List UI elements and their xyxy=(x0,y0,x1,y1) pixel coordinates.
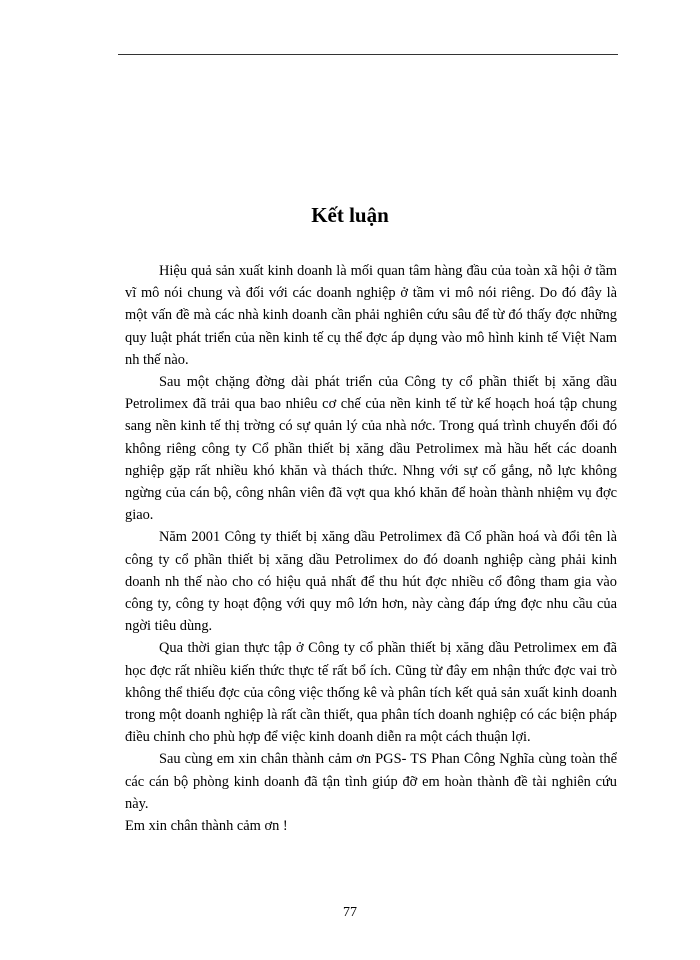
paragraph: Hiệu quả sản xuất kinh doanh là mối quan tâm hàng đầu của toàn xã hội ở tầm vĩ mô nói chung và đối với các doanh nghiệp ở tầm vi mô nói riêng. Do đó đây là một vấn đề mà các nhà kinh doanh cần phải nghiên cứu sâu để từ đó thấy đợc những quy luật phát triển của nền kinh tế cụ thể đợc áp dụng vào mô hình kinh tế Việt Nam nh thế nào. xyxy=(125,263,617,368)
page-number: 77 xyxy=(343,905,357,920)
paragraph: Qua thời gian thực tập ở Công ty cổ phần thiết bị xăng dầu Petrolimex em đã học đợc rất nhiều kiến thức thực tế rất bổ ích. Cũng từ đây em nhận thức đợc vai trò không thể thiếu đợc của công việc thống kê và phân tích kết quả sản xuất kinh doanh trong một doanh nghiệp là rất cần thiết, qua phân tích doanh nghiệp có các biện pháp điều chỉnh cho phù hợp để việc kinh doanh diễn ra một cách thuận lợi. xyxy=(125,640,617,746)
closing-line: Em xin chân thành cảm ơn ! xyxy=(125,818,288,835)
paragraph: Sau một chặng đờng dài phát triển của Công ty cổ phần thiết bị xăng dầu Petrolimex đã trải qua bao nhiêu cơ chế của nền kinh tế từ kế hoạch hoá tập chung sang nền kinh tế thị trờng có sự quản lý của nhà nớc. Trong quá trình chuyển đổi đó không riêng công ty Cổ phần thiết bị xăng dầu Petrolimex mà hầu hết các doanh nghiệp gặp rất nhiều khó khăn và thách thức. Nhng với sự cố gắng, nỗ lực không ngừng của cán bộ, công nhân viên đã vợt qua khó khăn để hoàn thành nhiệm vụ đợc giao. xyxy=(125,374,617,524)
page-title: Kết luận xyxy=(311,203,389,227)
paragraph: Năm 2001 Công ty thiết bị xăng dầu Petrolimex đã Cổ phần hoá và đổi tên là công ty cổ phần thiết bị xăng dầu Petrolimex do đó doanh nghiệp càng phải kinh doanh nh thế nào cho có hiệu quả nhất để thu hút đợc nhiều cổ đông tham gia vào công ty, công ty hoạt động với quy mô lớn hơn, này càng đáp ứng đợc nhu cầu của ngời tiêu dùng. xyxy=(125,529,617,635)
body-text xyxy=(125,260,617,837)
header-rule xyxy=(118,54,618,55)
paragraph: Sau cùng em xin chân thành cảm ơn PGS- TS Phan Công Nghĩa cùng toàn thể các cán bộ phòng kinh doanh đã tận tình giúp đỡ em hoàn thành đề tài nghiên cứu này. xyxy=(125,751,617,812)
